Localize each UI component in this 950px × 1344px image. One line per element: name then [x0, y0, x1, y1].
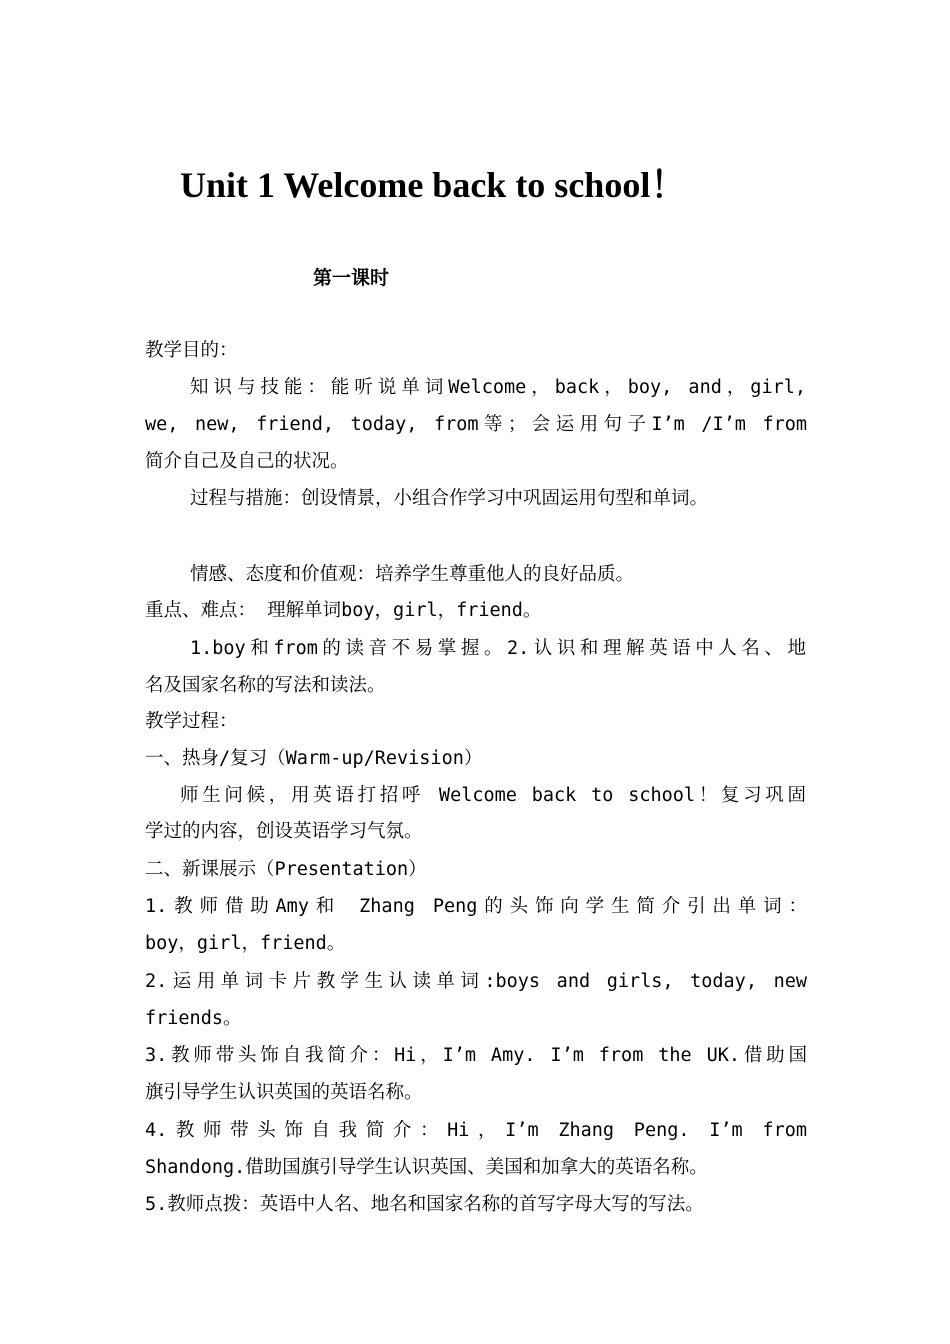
- list-item: 2.运用单词卡片教学生认读单词:boys and girls, today, new: [145, 971, 807, 992]
- section-heading-key-points: 重点、难点： 理解单词boy，girl，friend。: [145, 600, 542, 621]
- list-item: 1.教师借助Amy和 Zhang Peng的头饰向学生简介引出单词：: [145, 896, 807, 917]
- paragraph-line: 师生问候，用英语打招呼 Welcome back to school！复习巩固: [180, 785, 806, 806]
- list-item-continuation: 旗引导学生认识英国的英语名称。: [145, 1082, 423, 1103]
- paragraph-line: 名及国家名称的写法和读法。: [145, 675, 386, 696]
- lesson-subtitle: 第一课时: [313, 267, 390, 289]
- section-heading-presentation: 二、新课展示（Presentation）: [145, 859, 427, 880]
- list-item: 5.教师点拨：英语中人名、地名和国家名称的首写字母大写的写法。: [145, 1194, 704, 1215]
- paragraph-line: 知识与技能：能听说单词Welcome，back，boy, and，girl,: [190, 377, 806, 398]
- paragraph-line: 过程与措施：创设情景，小组合作学习中巩固运用句型和单词。: [190, 488, 709, 509]
- list-item-continuation: friends。: [145, 1008, 242, 1029]
- section-heading-objectives: 教学目的：: [145, 340, 238, 361]
- paragraph-line: 1.boy和from的读音不易掌握。2.认识和理解英语中人名、地: [190, 638, 806, 659]
- list-item: 4.教师带头饰自我简介：Hi，I’m Zhang Peng. I’m from: [145, 1120, 807, 1141]
- section-heading-warmup: 一、热身/复习（Warm-up/Revision）: [145, 748, 483, 769]
- paragraph-line: we, new, friend, today, from等；会运用句子I’m /I’m from: [145, 414, 807, 435]
- list-item-continuation: boy，girl，friend。: [145, 933, 346, 954]
- list-item-continuation: Shandong.借助国旗引导学生认识英国、美国和加拿大的英语名称。: [145, 1157, 708, 1178]
- section-heading-process: 教学过程：: [145, 711, 238, 732]
- list-item: 3.教师带头饰自我简介：Hi，I’m Amy. I’m from the UK.借助国: [145, 1045, 807, 1066]
- paragraph-line: 情感、态度和价值观：培养学生尊重他人的良好品质。: [190, 564, 635, 585]
- paragraph-line: 学过的内容，创设英语学习气氛。: [145, 821, 423, 842]
- paragraph-line: 简介自己及自己的状况。: [145, 451, 349, 472]
- document-title: Unit 1 Welcome back to school！: [180, 165, 687, 205]
